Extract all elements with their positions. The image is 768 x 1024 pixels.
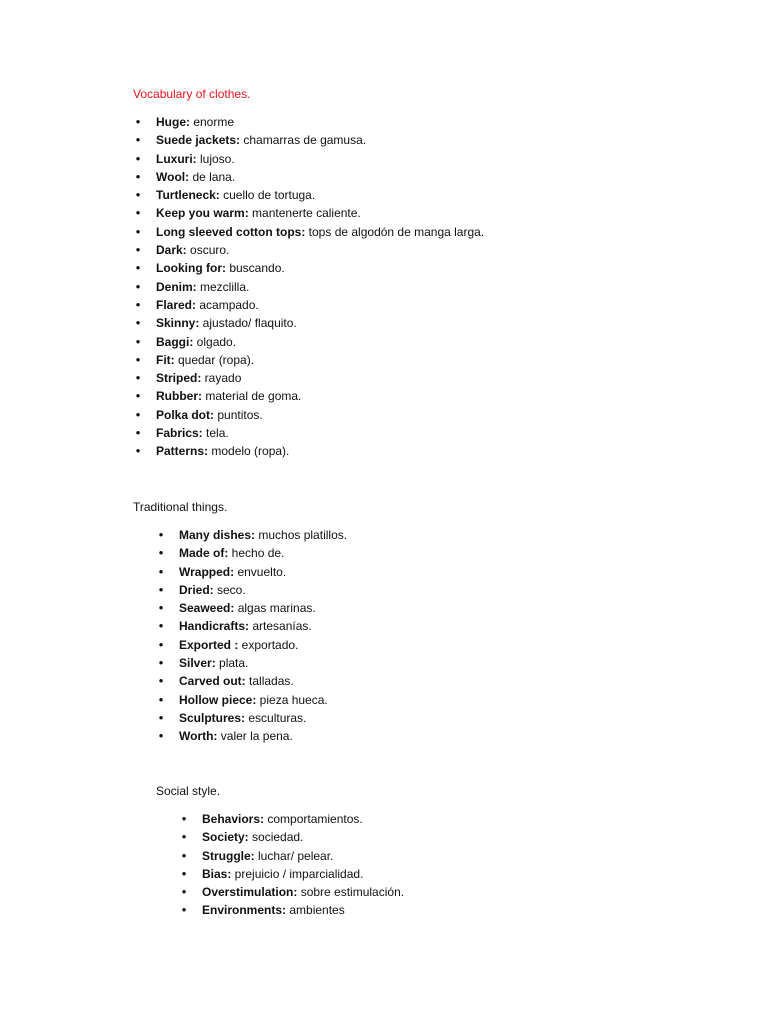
bullet-icon: • <box>135 425 141 441</box>
bullet-icon: • <box>158 618 164 634</box>
vocab-definition: pieza hueca. <box>256 692 328 707</box>
bullet-icon: • <box>158 581 164 597</box>
vocab-term: Skinny: <box>156 316 200 331</box>
vocab-term: Many dishes: <box>179 528 256 542</box>
list-item <box>156 563 347 581</box>
vocab-definition: rayado <box>201 371 242 386</box>
vocab-term: Overstimulation: <box>202 885 298 900</box>
vocab-term: Fabrics: <box>156 426 203 441</box>
bullet-icon: • <box>158 636 164 652</box>
list-item <box>133 442 484 460</box>
bullet-icon: • <box>135 351 141 367</box>
list-item <box>156 654 347 672</box>
bullet-icon: • <box>158 728 164 744</box>
bullet-icon: • <box>158 673 164 689</box>
vocab-definition: ajustado/ flaquito. <box>199 316 297 331</box>
vocab-term: Dried: <box>179 582 214 597</box>
list-item <box>133 406 484 424</box>
list-item <box>133 369 484 387</box>
bullet-icon: • <box>158 709 164 725</box>
bullet-icon: • <box>181 847 187 863</box>
list-item <box>179 865 404 883</box>
vocab-definition: puntitos. <box>214 407 263 422</box>
section-title-traditional: Traditional things. <box>133 500 228 514</box>
vocab-term: Striped: <box>156 371 202 386</box>
list-item <box>133 204 484 222</box>
bullet-icon: • <box>158 527 164 542</box>
bullet-icon: • <box>135 132 141 148</box>
list-item <box>133 296 484 314</box>
vocab-definition: artesanías. <box>249 619 312 634</box>
vocab-list-social <box>179 810 404 920</box>
list-item <box>133 113 484 131</box>
vocab-definition: tops de algodón de manga larga. <box>305 224 485 239</box>
vocab-definition: mezclilla. <box>196 279 250 294</box>
vocab-list-traditional <box>156 526 347 746</box>
vocab-definition: plata. <box>215 656 249 671</box>
vocab-definition: cuello de tortuga. <box>219 188 316 203</box>
list-item <box>133 278 484 296</box>
bullet-icon: • <box>135 443 141 459</box>
vocab-term: Carved out: <box>179 674 246 689</box>
vocab-definition: algas marinas. <box>234 601 316 616</box>
vocab-term: Seaweed: <box>179 601 235 616</box>
bullet-icon: • <box>158 600 164 616</box>
vocab-definition: envuelto. <box>234 564 287 579</box>
vocab-definition: modelo (ropa). <box>208 444 290 459</box>
vocab-term: Dark: <box>156 243 187 258</box>
bullet-icon: • <box>135 205 141 221</box>
vocab-term: Flared: <box>156 297 197 312</box>
vocab-definition: hecho de. <box>228 546 285 561</box>
list-item <box>133 387 484 405</box>
list-item <box>156 691 347 709</box>
list-item <box>133 333 484 351</box>
vocab-term: Suede jackets: <box>156 133 241 148</box>
vocab-definition: buscando. <box>225 261 285 276</box>
list-item <box>133 223 484 241</box>
vocab-term: Worth: <box>179 729 218 744</box>
list-item <box>133 168 484 186</box>
vocab-term: Wrapped: <box>179 564 235 579</box>
vocab-definition: material de goma. <box>202 389 302 404</box>
bullet-icon: • <box>158 655 164 671</box>
vocab-definition: seco. <box>213 582 246 597</box>
list-item <box>156 709 347 727</box>
list-item <box>156 526 347 544</box>
list-item <box>156 544 347 562</box>
vocab-definition: muchos platillos. <box>255 528 348 542</box>
bullet-icon: • <box>135 333 141 349</box>
vocab-definition: mantenerte caliente. <box>248 206 361 221</box>
list-item <box>133 351 484 369</box>
vocab-term: Behaviors: <box>202 812 265 826</box>
vocab-term: Long sleeved cotton tops: <box>156 224 306 239</box>
vocab-term: Polka dot: <box>156 407 215 422</box>
bullet-icon: • <box>158 545 164 561</box>
vocab-term: Denim: <box>156 279 197 294</box>
section-title-social: Social style. <box>156 784 221 798</box>
vocab-term: Patterns: <box>156 444 209 459</box>
vocab-term: Exported : <box>179 637 239 652</box>
vocab-term: Keep you warm: <box>156 206 249 221</box>
list-item <box>179 883 404 901</box>
bullet-icon: • <box>158 691 164 707</box>
bullet-icon: • <box>135 242 141 258</box>
bullet-icon: • <box>135 296 141 312</box>
list-item <box>156 617 347 635</box>
vocab-definition: de lana. <box>189 169 236 184</box>
list-item <box>133 314 484 332</box>
bullet-icon: • <box>135 260 141 276</box>
list-item <box>156 727 347 745</box>
bullet-icon: • <box>135 223 141 239</box>
vocab-definition: acampado. <box>196 297 259 312</box>
vocab-term: Huge: <box>156 115 190 129</box>
vocab-definition: sobre estimulación. <box>297 885 405 900</box>
list-item <box>156 581 347 599</box>
bullet-icon: • <box>181 811 187 826</box>
bullet-icon: • <box>135 388 141 404</box>
list-item <box>156 636 347 654</box>
bullet-icon: • <box>158 563 164 579</box>
list-item <box>133 150 484 168</box>
bullet-icon: • <box>135 187 141 203</box>
bullet-icon: • <box>135 168 141 184</box>
vocab-definition: exportado. <box>238 637 299 652</box>
vocab-term: Society: <box>202 830 249 845</box>
vocab-term: Made of: <box>179 546 229 561</box>
bullet-icon: • <box>135 150 141 166</box>
list-item <box>133 259 484 277</box>
list-item <box>179 901 404 919</box>
vocab-definition: lujoso. <box>196 151 235 166</box>
bullet-icon: • <box>135 315 141 331</box>
vocab-term: Baggi: <box>156 334 194 349</box>
list-item <box>156 599 347 617</box>
vocab-term: Looking for: <box>156 261 226 276</box>
section-title-clothes: Vocabulary of clothes. <box>133 87 251 101</box>
vocab-definition: oscuro. <box>186 243 230 258</box>
vocab-term: Wool: <box>156 169 190 184</box>
list-item <box>133 241 484 259</box>
bullet-icon: • <box>181 902 187 918</box>
vocab-definition: valer la pena. <box>217 729 293 744</box>
list-item <box>133 131 484 149</box>
vocab-list-clothes <box>133 113 484 461</box>
vocab-term: Sculptures: <box>179 710 246 725</box>
list-item <box>156 672 347 690</box>
vocab-definition: sociedad. <box>248 830 304 845</box>
vocab-definition: chamarras de gamusa. <box>240 133 367 148</box>
vocab-definition: quedar (ropa). <box>174 352 255 367</box>
vocab-term: Environments: <box>202 903 287 918</box>
vocab-definition: talladas. <box>245 674 294 689</box>
list-item <box>179 847 404 865</box>
vocab-term: Handicrafts: <box>179 619 250 634</box>
list-item <box>179 810 404 828</box>
vocab-term: Luxuri: <box>156 151 197 166</box>
vocab-definition: esculturas. <box>245 710 307 725</box>
list-item <box>179 828 404 846</box>
vocab-term: Fit: <box>156 352 175 367</box>
bullet-icon: • <box>181 865 187 881</box>
vocab-definition: prejuicio / imparcialidad. <box>231 866 364 881</box>
bullet-icon: • <box>135 114 141 129</box>
vocab-term: Silver: <box>179 656 216 671</box>
vocab-term: Turtleneck: <box>156 188 220 203</box>
bullet-icon: • <box>135 278 141 294</box>
vocab-definition: luchar/ pelear. <box>254 848 334 863</box>
bullet-icon: • <box>135 406 141 422</box>
bullet-icon: • <box>135 370 141 386</box>
vocab-definition: enorme <box>190 115 235 129</box>
vocab-definition: comportamientos. <box>264 812 363 826</box>
vocab-definition: ambientes <box>286 903 345 918</box>
vocab-definition: olgado. <box>193 334 237 349</box>
list-item <box>133 424 484 442</box>
list-item <box>133 186 484 204</box>
bullet-icon: • <box>181 829 187 845</box>
vocab-term: Bias: <box>202 866 232 881</box>
vocab-term: Rubber: <box>156 389 202 404</box>
bullet-icon: • <box>181 884 187 900</box>
vocab-term: Hollow piece: <box>179 692 257 707</box>
vocab-term: Struggle: <box>202 848 255 863</box>
vocab-definition: tela. <box>202 426 229 441</box>
